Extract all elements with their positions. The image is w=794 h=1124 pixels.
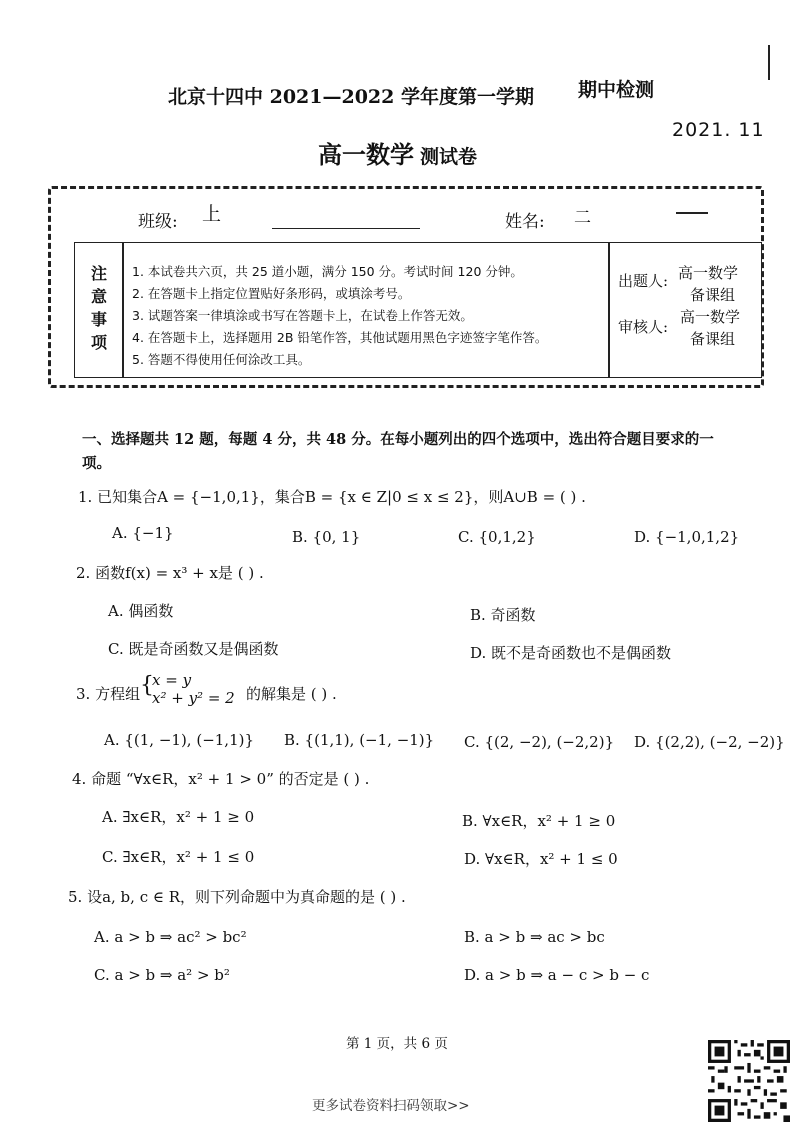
- notice-rule: 4. 在答题卡上，选择题用 2B 铅笔作答，其他试题用黑色字迹签字笔作答。: [132, 330, 548, 345]
- question-3-stem-prefix: 3. 方程组: [76, 685, 141, 703]
- reviewer-line2: 备课组: [690, 330, 736, 348]
- exam-subtitle: [318, 135, 477, 170]
- question-4-option-b: B. ∀x∈R，x² + 1 ≥ 0: [462, 812, 616, 830]
- class-label: 班级:: [138, 212, 178, 232]
- question-2-option-b: B. 奇函数: [470, 606, 536, 624]
- system-brace: {: [140, 673, 154, 698]
- notice-heading-char: 项: [90, 333, 107, 352]
- question-3-option-d: D. {(2,2), (−2, −2)}: [634, 733, 785, 751]
- name-value: 二: [574, 208, 591, 228]
- exam-title: 北京十四中 2021—2022 学年度第一学期: [168, 86, 534, 108]
- notice-heading-char: 事: [90, 310, 107, 329]
- notice-rule: 3. 试题答案一律填涂或书写在答题卡上，在试卷上作答无效。: [132, 308, 473, 323]
- name-underline: [676, 212, 708, 214]
- section-heading-cont: 项。: [82, 455, 111, 472]
- qr-code-icon[interactable]: [708, 1040, 790, 1122]
- notice-divider-right: [608, 242, 610, 378]
- exam-date: 2021. 11: [672, 119, 765, 141]
- notice-heading-char: 意: [90, 287, 107, 306]
- notice-rule: 2. 在答题卡上指定位置贴好条形码，或填涂考号。: [132, 286, 411, 301]
- section-heading: 一、选择题共 12 题，每题 4 分，共 48 分。在每小题列出的四个选项中，选出符合题目要求的一: [82, 431, 714, 448]
- question-3-stem-suffix: 的解集是 ( ) .: [246, 685, 337, 703]
- question-4-option-a: A. ∃x∈R，x² + 1 ≥ 0: [102, 808, 255, 826]
- class-value: 上: [202, 203, 222, 225]
- question-3-option-a: A. {(1, −1), (−1,1)}: [104, 731, 255, 749]
- question-1-option-d: D. {−1,0,1,2}: [634, 528, 740, 546]
- question-2-option-c: C. 既是奇函数又是偶函数: [108, 640, 279, 658]
- exam-type: 期中检测: [578, 79, 655, 101]
- subtitle-main: 高一数学: [318, 140, 414, 169]
- question-4-option-c: C. ∃x∈R，x² + 1 ≤ 0: [102, 848, 255, 866]
- reviewer-label: 审核人:: [618, 318, 669, 336]
- notice-rule: 5. 答题不得使用任何涂改工具。: [132, 352, 311, 367]
- author-line2: 备课组: [690, 286, 736, 304]
- question-3-option-c: C. {(2, −2), (−2,2)}: [464, 733, 615, 751]
- question-1-stem: 1. 已知集合A = {−1,0,1}，集合B = {x ∈ Z|0 ≤ x ≤ 2}，则A∪B = ( ) .: [78, 488, 586, 506]
- system-eq2: x² + y² = 2: [152, 689, 235, 707]
- notice-heading-char: 注: [90, 264, 107, 283]
- class-underline: [272, 228, 420, 229]
- question-5-option-a: A. a > b ⇒ ac² > bc²: [94, 928, 247, 946]
- subtitle-sub: 测试卷: [420, 146, 478, 168]
- system-eq1: x = y: [152, 671, 192, 689]
- promo-text: 更多试卷资料扫码领取>>: [312, 1098, 470, 1114]
- notice-rule: 1. 本试卷共六页，共 25 道小题，满分 150 分。考试时间 120 分钟。: [132, 264, 523, 279]
- question-1-option-b: B. {0, 1}: [292, 528, 361, 546]
- question-5-option-d: D. a > b ⇒ a − c > b − c: [464, 966, 650, 984]
- question-4-stem: 4. 命题 “∀x∈R，x² + 1 > 0” 的否定是 ( ) .: [72, 770, 370, 788]
- notice-divider-left: [122, 242, 124, 378]
- question-1-option-a: A. {−1}: [112, 524, 174, 542]
- reviewer-line1: 高一数学: [680, 308, 741, 326]
- question-5-option-b: B. a > b ⇒ ac > bc: [464, 928, 605, 946]
- question-4-option-d: D. ∀x∈R，x² + 1 ≤ 0: [464, 850, 618, 868]
- question-2-stem: 2. 函数f(x) = x³ + x是 ( ) .: [76, 564, 264, 582]
- question-5-stem: 5. 设a, b, c ∈ R，则下列命题中为真命题的是 ( ) .: [68, 888, 406, 906]
- question-3-option-b: B. {(1,1), (−1, −1)}: [284, 731, 435, 749]
- name-label: 姓名:: [505, 212, 545, 232]
- question-1-option-c: C. {0,1,2}: [458, 528, 536, 546]
- page-edge-line: [768, 45, 770, 80]
- author-line1: 高一数学: [678, 264, 739, 282]
- author-label: 出题人:: [618, 272, 669, 290]
- question-2-option-a: A. 偶函数: [108, 602, 174, 620]
- page-number: 第 1 页，共 6 页: [346, 1036, 448, 1052]
- notice-heading: [86, 262, 112, 354]
- question-5-option-c: C. a > b ⇒ a² > b²: [94, 966, 230, 984]
- question-2-option-d: D. 既不是奇函数也不是偶函数: [470, 644, 672, 662]
